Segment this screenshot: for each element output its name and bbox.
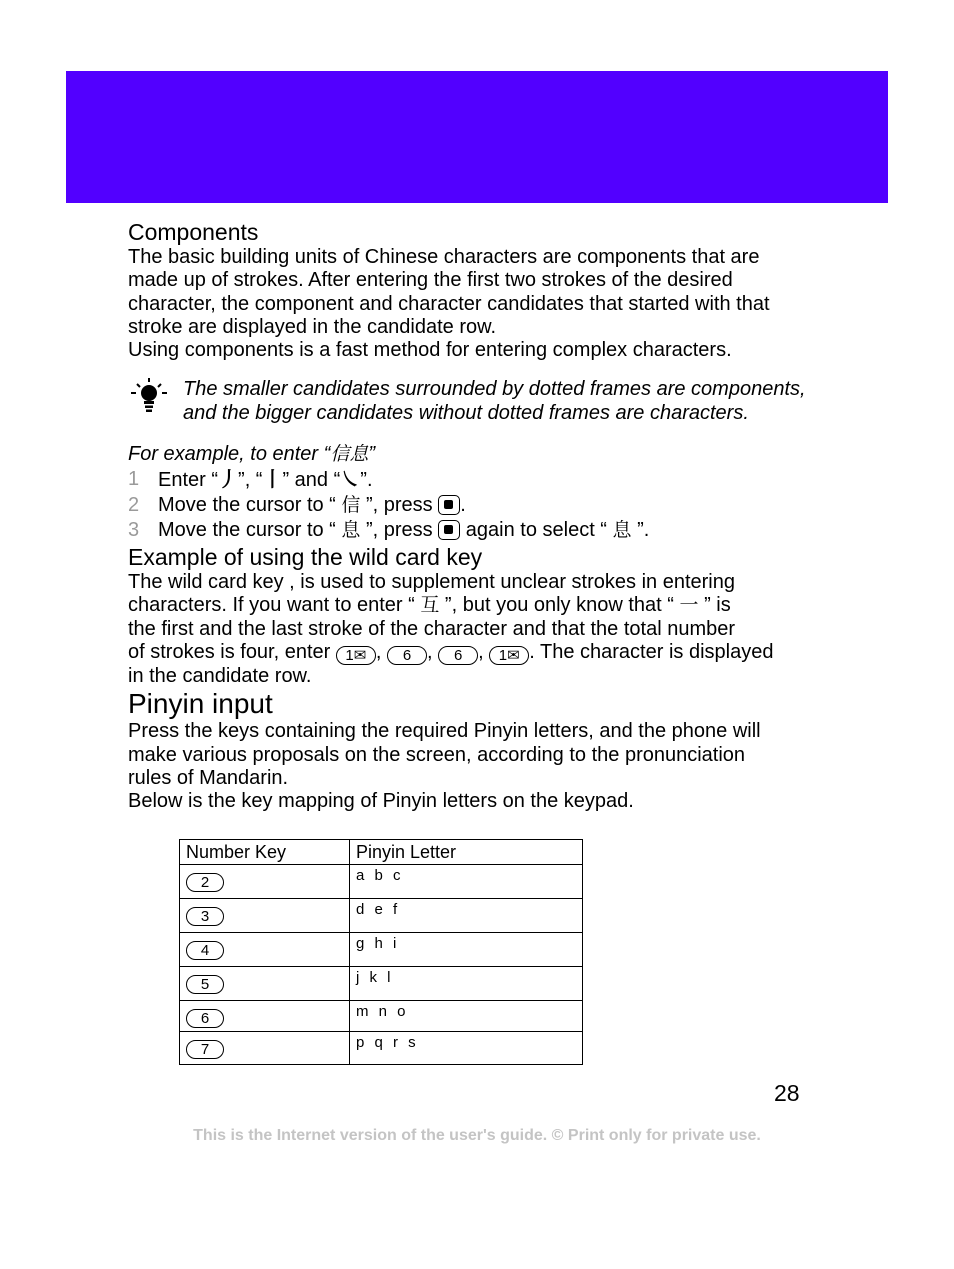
table-row (180, 933, 583, 967)
components-line: character, the component and character candidates that started with that (128, 292, 770, 315)
pinyin-line: Press the keys containing the required Pinyin letters, and the phone will (128, 720, 761, 743)
pinyin-line: make various proposals on the screen, according to the pronunciation (128, 743, 746, 766)
key-4-icon: 4 (186, 941, 224, 960)
page-content (128, 218, 828, 813)
wildcard-line: in the candidate row. (128, 664, 312, 687)
character-glyph: 一 (679, 594, 699, 617)
table-row (180, 865, 583, 899)
step-text: ”. (631, 519, 650, 542)
table-row (180, 967, 583, 1001)
character-glyph: 息 (612, 519, 632, 542)
components-heading: Components (128, 219, 259, 245)
key-6-icon: 6 (438, 646, 478, 665)
key-7-icon: 7 (186, 1040, 224, 1059)
column-header-pinyin-letter: Pinyin Letter (350, 840, 583, 865)
step-text: ”, press (360, 519, 439, 542)
key-cell (180, 865, 350, 899)
wildcard-text: ”, but you only know that “ (439, 594, 680, 617)
stroke-glyph: ㇏ (340, 467, 361, 492)
header-banner (66, 71, 888, 203)
letters-cell: m n o (350, 1001, 583, 1032)
step-text: Enter “ (158, 469, 219, 492)
page-number: 28 (774, 1080, 800, 1106)
example-steps (128, 467, 828, 543)
character-glyph: 信 (341, 494, 361, 517)
key-3-icon: 3 (186, 907, 224, 926)
lightbulb-icon (128, 376, 170, 418)
step-text: Move the cursor to “ (158, 494, 342, 517)
key-5-icon: 5 (186, 975, 224, 994)
pinyin-key-table (179, 839, 583, 1065)
pinyin-heading: Pinyin input (128, 688, 273, 720)
step-text: ”, “ (238, 469, 263, 492)
step-number: 3 (128, 519, 140, 542)
letters-cell: g h i (350, 933, 583, 967)
key-6-icon: 6 (186, 1009, 224, 1028)
letters-cell: d e f (350, 899, 583, 933)
key-cell (180, 933, 350, 967)
letters-cell: p q r s (350, 1032, 583, 1065)
tip-box (128, 378, 828, 425)
letters-cell: j k l (350, 967, 583, 1001)
step-text: ”, press (360, 494, 439, 517)
table-row (180, 1032, 583, 1065)
step-text: ”. (360, 469, 373, 492)
step-text: . (460, 494, 466, 517)
character-glyph: 息 (341, 519, 361, 542)
key-2-icon: 2 (186, 873, 224, 892)
character-glyph: 互 (420, 594, 440, 617)
column-header-number-key: Number Key (180, 840, 350, 865)
letters-cell: a b c (350, 865, 583, 899)
step-text: Move the cursor to “ (158, 519, 342, 542)
tip-line: and the bigger candidates without dotted frames are characters. (183, 401, 749, 424)
step-text: ” and “ (282, 469, 341, 492)
key-cell (180, 967, 350, 1001)
wildcard-text: . The character is displayed (529, 640, 774, 663)
wildcard-line: The wild card key , is used to supplement unclear strokes in entering (128, 571, 735, 594)
wildcard-text: of strokes is four, enter (128, 640, 336, 663)
stroke-glyph: 丿 (218, 467, 239, 492)
step-number: 1 (128, 468, 140, 491)
key-1-icon: 1✉ (489, 646, 529, 665)
step-item (128, 467, 828, 493)
components-line: stroke are displayed in the candidate row. (128, 315, 496, 338)
wildcard-line: of strokes is four, enter 1✉ , 6 , 6 , 1✉ . The character is displayed (128, 640, 774, 664)
table-row (180, 1001, 583, 1032)
example-heading-suffix: ” (368, 443, 375, 466)
tip-line: The smaller candidates surrounded by dotted frames are components, (183, 378, 806, 401)
footer-notice: This is the Internet version of the user's guide. © Print only for private use. (193, 1127, 761, 1144)
stroke-glyph: 丨 (262, 467, 283, 492)
key-cell (180, 1032, 350, 1065)
pinyin-line: rules of Mandarin. (128, 766, 289, 789)
example-heading-prefix: For example, to enter “ (128, 443, 331, 466)
step-number: 2 (128, 494, 140, 517)
step-text: again to select “ (460, 519, 613, 542)
wildcard-line: the first and the last stroke of the character and that the total number (128, 617, 736, 640)
select-key-icon (438, 520, 460, 540)
example-heading-chars: 信息 (330, 443, 369, 466)
key-cell (180, 1001, 350, 1032)
table-row (180, 899, 583, 933)
wildcard-line (128, 594, 828, 617)
key-cell (180, 899, 350, 933)
step-item (128, 518, 828, 543)
key-6-icon: 6 (387, 646, 427, 665)
wildcard-text: ” is (698, 594, 731, 617)
pinyin-line: Below is the key mapping of Pinyin letters on the keypad. (128, 790, 634, 813)
wildcard-heading: Example of using the wild card key (128, 544, 483, 571)
example-heading (128, 441, 828, 467)
step-item (128, 493, 828, 518)
table-header-row (180, 840, 583, 865)
key-1-icon: 1✉ (336, 646, 376, 665)
components-line: made up of strokes. After entering the first two strokes of the desired (128, 269, 733, 292)
components-line: The basic building units of Chinese characters are components that are (128, 246, 760, 268)
wildcard-text: characters. If you want to enter “ (128, 594, 421, 617)
select-key-icon (438, 495, 460, 515)
components-line: Using components is a fast method for entering complex characters. (128, 339, 732, 362)
